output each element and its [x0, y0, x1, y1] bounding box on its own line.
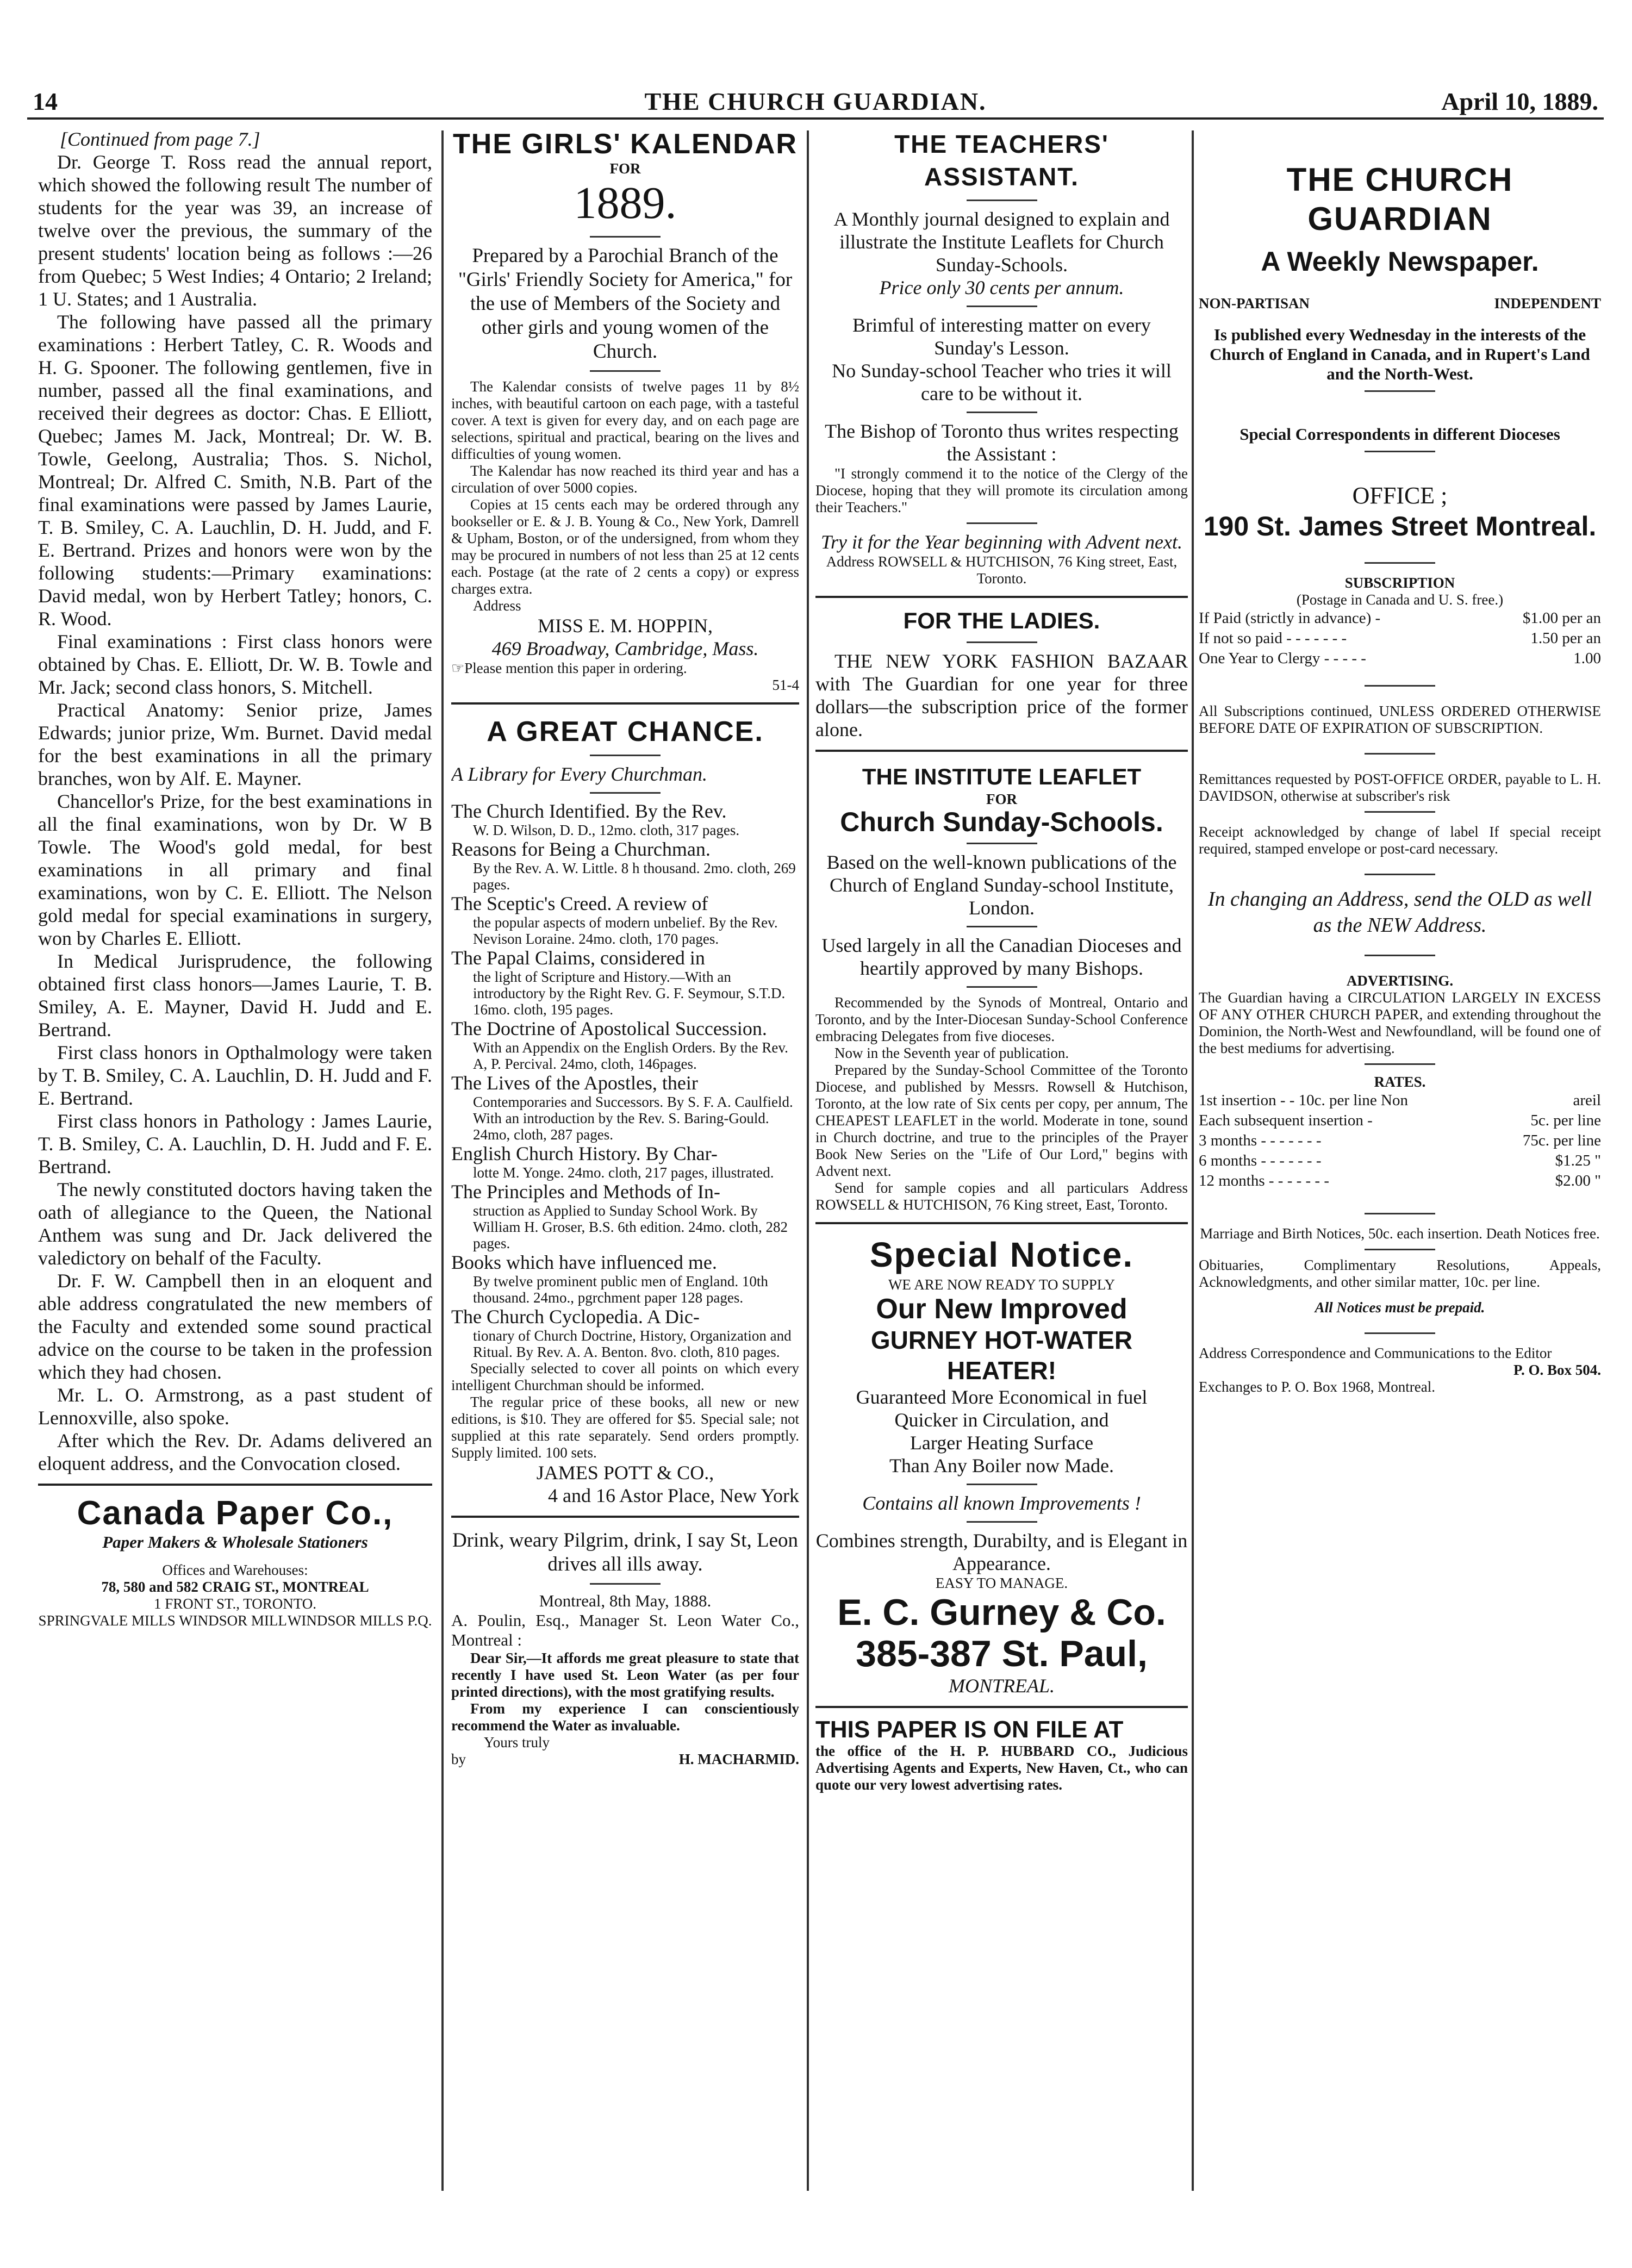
office-address: 190 St. James Street Montreal.	[1203, 511, 1597, 541]
divider	[967, 926, 1037, 927]
advertising-heading: ADVERTISING.	[1346, 973, 1454, 989]
kalendar-for: FOR	[609, 160, 641, 177]
article-paragraph: Final examinations : First class honors were obtained by Chas. E. Elliott, Dr. W. B. Towle and Mr. Jack; second class honors, S. Mitchell.	[38, 631, 432, 698]
ad-mills: SPRINGVALE MILLS WINDSOR MILL	[38, 1612, 287, 1629]
notice-line: Combines strength, Durabilty, and is Elegant in Appearance.	[815, 1530, 1188, 1574]
stleon-addressee: A. Poulin, Esq., Manager St. Leon Water Co., Montreal :	[451, 1611, 799, 1649]
stleon-dateline: Montreal, 8th May, 1888.	[539, 1591, 712, 1610]
divider	[1365, 1332, 1435, 1334]
book-list	[451, 800, 799, 1360]
teachers-paragraph: The Bishop of Toronto thus writes respecting the Assistant :	[825, 420, 1179, 465]
divider	[1365, 685, 1435, 687]
kalendar-address-label: Address	[473, 597, 521, 614]
divider	[590, 370, 661, 372]
divider	[1365, 390, 1435, 392]
divider	[590, 236, 661, 238]
divider	[815, 1706, 1188, 1708]
rate-row: 1st insertion - - 10c. per line Non areil	[1199, 1092, 1601, 1109]
divider	[1365, 955, 1435, 956]
book-entry: The Papal Claims, considered in the light of Scripture and History.—With an introductory by the Right Rev. G. F. Seymour, S.T.D. 16mo. cloth, 195 pages.	[451, 947, 786, 1018]
exchanges-note: Exchanges to P. O. Box 1968, Montreal.	[1199, 1379, 1435, 1395]
divider	[1365, 874, 1435, 875]
divider	[967, 522, 1037, 524]
notice-product: Our New Improved	[876, 1293, 1128, 1325]
subscription-heading: SUBSCRIPTION	[1344, 575, 1455, 591]
book-entry: The Church Cyclopedia. A Dic- tionary of Church Doctrine, History, Organization and Ritual. By Rev. A. A. Benton. 8vo. cloth, 810 pages.	[451, 1306, 792, 1360]
rate-row: Each subsequent insertion - 5c. per line	[1199, 1112, 1601, 1129]
divider	[967, 1484, 1037, 1485]
guardian-subtitle: A Weekly Newspaper.	[1261, 246, 1539, 277]
divider	[1365, 1213, 1435, 1214]
advertising-text: The Guardian having a CIRCULATION LARGELY IN EXCESS OF ANY OTHER CHURCH PAPER, and extending throughout the Dominion, the North-West and Newfoundland, will be found one of the best mediums for advertising.	[1199, 989, 1601, 1056]
issue-date: April 10, 1889.	[1441, 88, 1598, 115]
stleon-signature: H. MACHARMID.	[678, 1751, 799, 1767]
ad-mills: WINDSOR MILLS P.Q.	[287, 1612, 432, 1629]
teachers-price: Price only 30 cents per annum.	[879, 277, 1124, 298]
divider	[967, 986, 1037, 988]
notice-line: Than Any Boiler now Made.	[889, 1455, 1114, 1476]
divider	[451, 702, 799, 705]
continued-note: All Subscriptions continued, UNLESS ORDERED OTHERWISE BEFORE DATE OF EXPIRATION OF SUBSCRIPTION.	[1199, 703, 1601, 736]
stleon-byline: by	[451, 1751, 466, 1767]
article-paragraph: Practical Anatomy: Senior prize, James Edwards; junior prize, Wm. Burnet. David medal for the best examinations in all the primary branches, won by Alf. E. Mayner.	[38, 699, 432, 789]
continued-note: [Continued from page 7.]	[60, 128, 260, 150]
divider	[815, 750, 1188, 752]
article-paragraph: In Medical Jurisprudence, the following obtained first class honors—James Laurie, T. B. Smiley, A. E. Mayner, David H. Judd and E. Bertrand.	[38, 950, 432, 1040]
kalendar-desc: The Kalendar consists of twelve pages 11 by 8½ inches, with beautiful cartoon on each page, with a tasteful cover. A text is given for every day, and on each page are selections, spiritual and practical, bearing on the lives and difficulties of young women.	[451, 378, 799, 462]
notice-ready: WE ARE NOW READY TO SUPPLY	[888, 1276, 1116, 1293]
divider	[967, 200, 1037, 201]
ad-address: 1 FRONT ST., TORONTO.	[153, 1596, 317, 1612]
pointing-hand-icon: ☞	[451, 660, 465, 676]
divider	[967, 306, 1037, 307]
column-convocation-report	[38, 128, 432, 2204]
postage-note: (Postage in Canada and U. S. free.)	[1296, 591, 1504, 608]
divider	[1365, 451, 1435, 452]
gurney-street: 385-387 St. Paul,	[856, 1633, 1148, 1674]
rate-row: 12 months - - - - - - - $2.00 "	[1199, 1172, 1601, 1189]
kalendar-intro: Prepared by a Parochial Branch of the "Girls' Friendly Society for America," for the use of Members of the Society and other girls and young women of the Church.	[458, 245, 793, 363]
book-entry: Reasons for Being a Churchman. By the Rev. A. W. Little. 8 h thousand. 2mo. cloth, 269 pages.	[451, 838, 796, 893]
stleon-closing: Yours truly	[484, 1734, 550, 1750]
article-paragraph: Dr. F. W. Campbell then in an eloquent and able address congratulated the new members of the Faculty and extended some sound practical advice on the course to be taken in the profession which they had chosen.	[38, 1270, 432, 1383]
rate-row: 3 months - - - - - - - 75c. per line	[1199, 1132, 1601, 1149]
teachers-quote: "I strongly commend it to the notice of the Clergy of the Diocese, hoping that they will promote its circulation among their Teachers."	[815, 465, 1188, 515]
divider	[1365, 562, 1435, 564]
kalendar-desc: The Kalendar has now reached its third year and has a circulation of over 5000 copies.	[451, 463, 799, 496]
book-entry: The Sceptic's Creed. A review of the popular aspects of modern unbelief. By the Rev. Nevison Loraine. 24mo. cloth, 170 pages.	[451, 893, 778, 947]
article-paragraph: Mr. L. O. Armstrong, as a past student of Lennoxville, also spoke.	[38, 1384, 432, 1429]
masthead	[27, 82, 1604, 120]
ladies-text: THE NEW YORK FASHION BAZAAR with The Guardian for one year for three dollars—the subscription price of the former alone.	[815, 650, 1188, 740]
book-entry: The Doctrine of Apostolical Succession. With an Appendix on the English Orders. By the Rev. A, P. Percival. 24mo, cloth, 146pages.	[451, 1018, 788, 1072]
divider	[967, 641, 1037, 643]
teachers-title: THE TEACHERS' ASSISTANT.	[894, 130, 1109, 191]
correspondence-note: Address Correspondence and Communications to the Editor	[1199, 1345, 1552, 1361]
stleon-verse: Drink, weary Pilgrim, drink, I say St, Leon drives all ills away.	[452, 1529, 799, 1575]
leaflet-for: FOR	[986, 791, 1017, 807]
divider	[38, 1484, 432, 1486]
leaflet-paragraph: Based on the well-known publications of the Church of England Sunday-school Institute, London.	[826, 851, 1177, 919]
gurney-city: MONTREAL.	[948, 1675, 1055, 1697]
article-paragraph: First class honors in Opthalmology were taken by T. B. Smiley, C. A. Lauchlin, D. H. Judd and F. E. Bertrand.	[38, 1042, 432, 1109]
nonpartisan-label: NON-PARTISAN	[1199, 295, 1310, 311]
gurney-company: E. C. Gurney & Co.	[837, 1592, 1166, 1633]
book-entry: The Principles and Methods of In- struction as Applied to Sunday School Work. By William H. Groser, B.S. 6th edition. 24mo. cloth, 282 pages.	[451, 1181, 788, 1251]
article-paragraph: After which the Rev. Dr. Adams delivered an eloquent address, and the Convocation closed.	[38, 1430, 432, 1474]
notice-line: Larger Heating Surface	[910, 1432, 1094, 1454]
chance-subtitle: A Library for Every Churchman.	[451, 763, 707, 785]
article-paragraph: The following have passed all the primary examinations : Herbert Tatley, C. R. Woods and H. G. Spooner. The following gentlemen, five in number, passed all the final examinations, and received their degrees as doctor: Chas. E Elliott, Quebec; James M. Jack, Montreal; Dr. W. B. Towle, Geelong, Australia; Thos. S. Nichol, Montreal; Dr. Alfred C. Smith, N.B. Part of the final examinations were passed by James Laurie, T. B. Smiley, C. A. Lauchlin, D. H. Judd, and F. E. Bertrand. Prizes and honors were won by the following students:—Primary examinations: David medal, won by Herbert Tatley; honors, C. R. Wood.	[38, 311, 432, 630]
ad-address: 78, 580 and 582 CRAIG ST., MONTREAL	[101, 1579, 369, 1595]
notice-line: Quicker in Circulation, and	[894, 1409, 1109, 1431]
published-text: Is published every Wednesday in the interests of the Church of England in Canada, and in Rupert's Land and the North-West.	[1210, 325, 1590, 383]
divider	[590, 1583, 661, 1585]
divider	[590, 755, 661, 756]
canada-paper-ad	[38, 1494, 432, 1629]
article-paragraph: Dr. George T. Ross read the annual report, which showed the following result The number of students for the year was 39, an increase of twelve over the previous, the summary of the present students' location being as follows :—26 from Quebec; 5 West Indies; 4 Ontario; 2 Ireland; 1 U. States; and 1 Australia.	[38, 151, 432, 310]
ad-subtitle: Paper Makers & Wholesale Stationers	[102, 1532, 368, 1552]
leaflet-title: THE INSTITUTE LEAFLET	[862, 764, 1142, 789]
leaflet-paragraph: Send for sample copies and all particulars Address ROWSELL & HUTCHISON, 76 King street, East, Toronto.	[815, 1180, 1188, 1213]
leaflet-paragraph: Now in the Seventh year of publication.	[834, 1045, 1069, 1061]
column-teachers-ads	[815, 128, 1188, 2204]
book-entry: English Church History. By Char- lotte M. Yonge. 24mo. cloth, 217 pages, illustrated.	[451, 1143, 774, 1181]
remittances-note: Remittances requested by POST-OFFICE ORDER, payable to L. H. DAVIDSON, otherwise at subscriber's risk	[1199, 771, 1601, 804]
page-number: 14	[33, 88, 58, 115]
column-rule	[441, 130, 444, 2191]
rate-row: 6 months - - - - - - - $1.25 "	[1199, 1152, 1601, 1169]
newspaper-title: THE CHURCH GUARDIAN.	[644, 88, 987, 115]
notice-easy: EASY TO MANAGE.	[935, 1575, 1068, 1591]
leaflet-paragraph: Used largely in all the Canadian Dioceses and heartily approved by many Bishops.	[821, 934, 1182, 979]
divider	[1365, 811, 1435, 813]
teachers-try: Try it for the Year beginning with Advent next.	[821, 531, 1182, 553]
marriage-notice: Marriage and Birth Notices, 50c. each insertion. Death Notices free.	[1200, 1225, 1600, 1242]
notice-improvements: Contains all known Improvements !	[862, 1492, 1141, 1514]
leaflet-paragraph: Recommended by the Synods of Montreal, Ontario and Toronto, and by the Inter-Diocesan Sunday-School Conference embracing Delegates from five dioceses.	[815, 994, 1188, 1044]
po-box: P. O. Box 504.	[1513, 1362, 1601, 1378]
receipt-note: Receipt acknowledged by change of label If special receipt required, stamped envelope or post-card necessary.	[1199, 824, 1601, 857]
special-correspondents: Special Correspondents in different Dioceses	[1239, 425, 1560, 444]
divider	[1365, 1249, 1435, 1250]
file-headline: THIS PAPER IS ON FILE AT	[815, 1716, 1124, 1743]
divider	[967, 1521, 1037, 1523]
change-address-note: In changing an Address, send the OLD as well as the NEW Address.	[1207, 888, 1592, 937]
kalendar-mention: ☞Please mention this paper in ordering.	[451, 660, 687, 676]
divider	[967, 843, 1037, 844]
publisher-name: JAMES POTT & CO.,	[536, 1462, 714, 1484]
kalendar-name: MISS E. M. HOPPIN,	[537, 615, 713, 637]
ladies-title: FOR THE LADIES.	[903, 608, 1100, 633]
guardian-title: THE CHURCH GUARDIAN	[1286, 161, 1513, 237]
teachers-desc: A Monthly journal designed to explain and illustrate the Institute Leaflets for Church Sunday-Schools.	[833, 208, 1170, 276]
divider	[1365, 1063, 1435, 1065]
teachers-paragraph: Brimful of interesting matter on every Sunday's Lesson.	[852, 314, 1151, 359]
column-rule	[807, 130, 809, 2191]
stleon-letter: Dear Sir,—It affords me great pleasure to state that recently I have used St. Leon Water (as per four printed directions), with the most gratifying results.	[451, 1650, 799, 1700]
teachers-address: Address ROWSELL & HUTCHISON, 76 King street, East, Toronto.	[826, 553, 1178, 587]
article-paragraph: First class honors in Pathology : James Laurie, T. B. Smiley, C. A. Lauchlin, D. H. Judd and F. E. Bertrand.	[38, 1110, 432, 1177]
teachers-paragraph: No Sunday-school Teacher who tries it will care to be without it.	[832, 360, 1172, 404]
leaflet-paragraph: Prepared by the Sunday-School Committee of the Toronto Diocese, and published by Messrs. Rowsell & Hutchison, Toronto, at the low rate of Six cents per copy, per annum, The CHEAPEST LEAFLET in the world. Moderate in tone, sound in Church doctrine, and true to the principles of the Prayer Book New Series on the "Life of Our Lord," begins with Advent next.	[815, 1062, 1188, 1179]
article-paragraph: Chancellor's Prize, for the best examinations in all the final examinations, won by Dr. W B Towle. The Wood's gold medal, for best examinations in all primary and final examinations, won by C. E. Elliott. The Nelson gold medal for special examinations in surgery, won by Charles E. Elliott.	[38, 790, 432, 949]
independent-label: INDEPENDENT	[1494, 295, 1601, 311]
leaflet-title2: Church Sunday-Schools.	[840, 807, 1163, 837]
divider	[815, 1222, 1188, 1224]
ad-offices: Offices and Warehouses:	[162, 1562, 308, 1578]
file-text: the office of the H. P. HUBBARD CO., Judicious Advertising Agents and Experts, New Haven, Ct., who can quote our very lowest advertising rates.	[815, 1743, 1188, 1793]
book-entry: The Church Identified. By the Rev. W. D. Wilson, D. D., 12mo. cloth, 317 pages.	[451, 800, 740, 838]
chance-title: A GREAT CHANCE.	[487, 716, 764, 747]
book-entry: The Lives of the Apostles, their Contemporaries and Successors. By S. F. A. Caulfield. With an introduction by the Rev. S. Baring-Gould. 24mo, cloth, 287 pages.	[451, 1072, 793, 1143]
stleon-letter: From my experience I can conscientiously recommend the Water as invaluable.	[451, 1700, 799, 1734]
divider	[815, 596, 1188, 598]
column-guardian-info	[1199, 128, 1601, 2204]
column-rule	[1192, 130, 1194, 2191]
book-entry: Books which have influenced me. By twelve prominent public men of England. 10th thousand. 24mo., pgrchment paper 128 pages.	[451, 1251, 768, 1306]
kalendar-title: THE GIRLS' KALENDAR	[453, 128, 798, 160]
divider	[590, 792, 661, 794]
divider	[1365, 753, 1435, 755]
notice-product: GURNEY HOT-WATER HEATER!	[870, 1326, 1133, 1385]
subscription-row: If not so paid - - - - - - - 1.50 per an	[1199, 630, 1601, 647]
kalendar-desc: Copies at 15 cents each may be ordered through any bookseller or E. & J. B. Young & Co., New York, Damrell & Upham, Boston, or of the undersigned, from whom they may be procured in numbers of not less than 25 at 12 cents each. Postage (at the rate of 2 cents a copy) or express charges extra.	[451, 496, 799, 597]
subscription-row: If Paid (strictly in advance) - $1.00 per an	[1199, 609, 1601, 627]
kalendar-street: 469 Broadway, Cambridge, Mass.	[491, 638, 759, 659]
chance-note: Specially selected to cover all points on which every intelligent Churchman should be informed.	[451, 1360, 799, 1393]
rates-heading: RATES.	[1374, 1074, 1426, 1090]
chance-note: The regular price of these books, all new or new editions, is $10. They are offered for $5. Special sale; not supplied at this rate separately. Send orders promptly. Supply limited. 100 sets.	[451, 1394, 799, 1461]
notice-title: Special Notice.	[869, 1235, 1134, 1274]
kalendar-year: 1889.	[574, 178, 677, 228]
office-label: OFFICE ;	[1352, 482, 1448, 509]
ad-title: Canada Paper Co.,	[77, 1494, 394, 1532]
divider	[967, 412, 1037, 413]
obituaries-notice: Obituaries, Complimentary Resolutions, Appeals, Acknowledgments, and other similar matter, 10c. per line.	[1199, 1257, 1601, 1290]
prepaid-notice: All Notices must be prepaid.	[1315, 1299, 1485, 1316]
notice-line: Guaranteed More Economical in fuel	[856, 1386, 1148, 1408]
publisher-address: 4 and 16 Astor Place, New York	[548, 1485, 799, 1506]
divider	[451, 1516, 799, 1518]
subscription-row: One Year to Clergy - - - - - 1.00	[1199, 650, 1601, 667]
article-paragraph: The newly constituted doctors having taken the oath of allegiance to the Queen, the National Anthem was sung and Dr. Jack delivered the valedictory on behalf of the Faculty.	[38, 1179, 432, 1269]
kalendar-code: 51-4	[772, 677, 799, 693]
column-kalendar-library	[451, 128, 799, 2204]
